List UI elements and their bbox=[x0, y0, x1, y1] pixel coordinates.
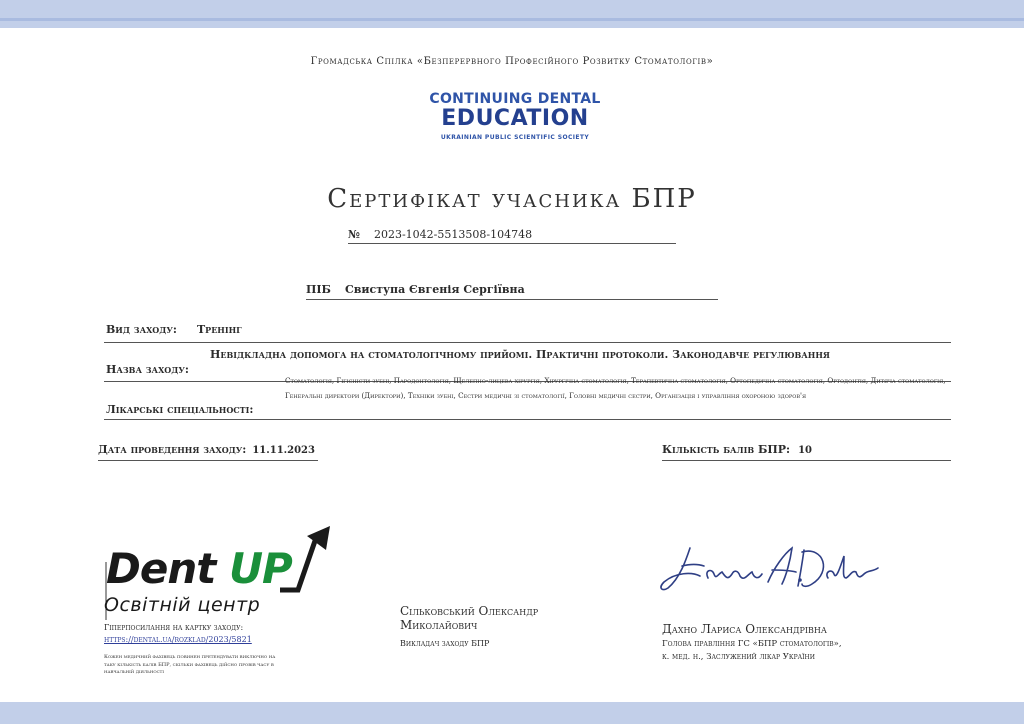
up-word: UP bbox=[228, 544, 292, 593]
bottom-decorative-band bbox=[0, 702, 1024, 724]
participant-label: ПІБ bbox=[306, 283, 331, 296]
certificate-title: Сертифікат учасника БПР bbox=[327, 184, 697, 214]
event-link-label: Гіперпосилання на картку заходу: bbox=[104, 623, 244, 632]
specialties-label: Лікарські спеціальності: bbox=[106, 403, 254, 416]
divider bbox=[104, 419, 951, 420]
signatory-block bbox=[662, 622, 922, 664]
continuing-dental-education-logo bbox=[420, 92, 610, 141]
specialties-value: Стоматологія, Гігієністи зубні, Пародонтологія, Щелепно-лицева хірургія, Хірургічна стоматологія, Терапевтична стоматологія, Ортопедична стоматологія, Ортодонтія, Дитяча стоматологія, Генеральні директори (Директори), Техніки зубні, Сестри медичні зі стоматології, Головні медичні сестри, Організація і управління охороною здоров'я bbox=[285, 376, 946, 400]
certificate-number-row bbox=[348, 228, 676, 244]
signatory-role-line-1: Голова правління ГС «БПР стоматологів», bbox=[662, 639, 842, 649]
event-name-value: Невідкладна допомога на стоматологічному прийомі. Практичні протоколи. Законодавче регулювання bbox=[210, 348, 830, 361]
dent-word: Dent bbox=[106, 544, 229, 593]
event-date-row bbox=[98, 438, 318, 461]
event-type-label: Вид заходу: bbox=[106, 323, 177, 336]
dent-up-logo bbox=[104, 520, 344, 620]
handwritten-signature bbox=[656, 538, 886, 598]
event-link-block bbox=[104, 622, 304, 646]
event-date-value: 11.11.2023 bbox=[252, 445, 315, 456]
organization-name: Громадська Спілка «Безперервного Професійного Розвитку Стоматологів» bbox=[310, 56, 714, 67]
logo-line-1: CONTINUING DENTAL bbox=[429, 91, 601, 107]
signatory-name: Дахно Лариса Олександрівна bbox=[662, 622, 827, 636]
dent-up-subtitle: Освітній центр bbox=[104, 594, 261, 616]
divider bbox=[104, 342, 951, 343]
points-value: 10 bbox=[798, 445, 812, 456]
event-type-value: Тренінг bbox=[197, 323, 242, 336]
lecturer-name-line-1: Сільковський Олександр bbox=[400, 604, 539, 618]
signature-image bbox=[656, 538, 886, 598]
top-decorative-band bbox=[0, 0, 1024, 28]
points-label: Кількість балів БПР: bbox=[662, 443, 791, 456]
logo-line-3: UKRAINIAN PUBLIC SCIENTIFIC SOCIETY bbox=[440, 134, 590, 141]
lecturer-role: Викладач заходу БПР bbox=[400, 639, 490, 648]
participant-row bbox=[306, 283, 718, 300]
lecturer-name-line-2: Миколайович bbox=[400, 618, 478, 632]
lecturer-block bbox=[400, 604, 600, 651]
event-name-label: Назва заходу: bbox=[106, 363, 189, 376]
points-row bbox=[662, 438, 951, 461]
event-date-label: Дата проведення заходу: bbox=[98, 443, 247, 456]
certificate-number-label: № bbox=[348, 228, 360, 241]
signatory-role-line-2: к. мед. н., Заслужений лікар України bbox=[662, 652, 815, 662]
event-link[interactable]: https://dental.ua/rozklad/2023/5821 bbox=[104, 635, 252, 644]
participant-name: Свиступа Євгенія Сергіївна bbox=[344, 283, 525, 296]
dent-up-wordmark bbox=[106, 544, 292, 593]
certificate-number: 2023-1042-5513508-104748 bbox=[373, 228, 533, 241]
logo-line-2: EDUCATION bbox=[441, 106, 589, 131]
disclaimer-text: Кожен медичний фахівець повинен претендувати виключно на таку кількість балів БПР, скільки фахівець дійсно провів часу в навчальній діяльності bbox=[104, 654, 276, 675]
